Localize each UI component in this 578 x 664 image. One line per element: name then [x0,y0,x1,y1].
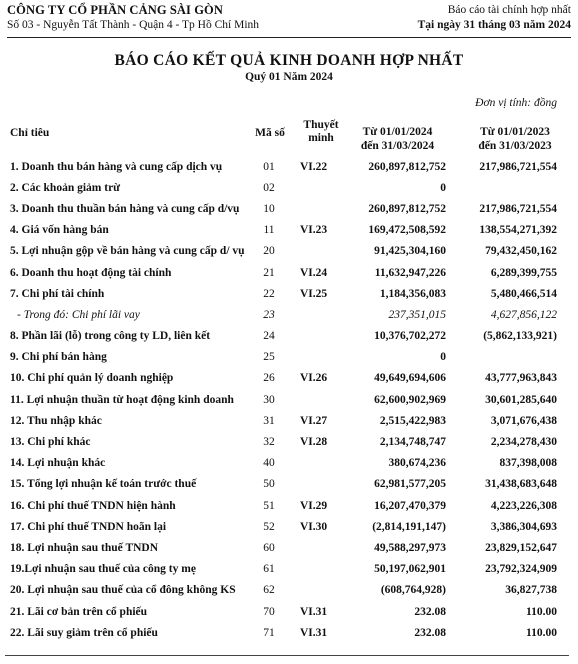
header-divider [7,37,571,38]
row-current-value: 10,376,702,272 [374,330,446,343]
income-statement-rows [5,156,569,643]
row-code: 23 [263,308,275,321]
row-note [288,389,348,410]
row-note: VI.31 [300,605,328,618]
row-item-name: 20. Lợi nhuận sau thuế của cổ đông không KS [10,584,236,597]
row-note: VI.27 [300,414,328,427]
bottom-divider [5,655,569,656]
row-prior-value: 5,480,466,514 [490,287,557,300]
row-code: 62 [263,584,275,597]
row-current-value: 62,981,577,205 [374,478,446,491]
row-note [288,537,348,558]
company-block [7,3,259,33]
row-item-name: 14. Lợi nhuận khác [10,457,106,470]
row-item-name: 13. Chi phí khác [10,436,91,449]
row-note: VI.25 [300,287,328,300]
table-row [5,453,569,474]
row-current-value: 16,207,470,379 [374,499,446,512]
table-row [5,537,569,558]
row-note [288,304,348,325]
header-code: Mã số [255,127,285,139]
row-prior-value: 110.00 [526,626,557,639]
row-item-name: 4. Giá vốn hàng bán [10,224,109,237]
row-prior-value: 6,289,399,755 [490,266,557,279]
row-code: 52 [263,520,275,533]
report-date: Tại ngày 31 tháng 03 năm 2024 [417,19,571,31]
report-title: BÁO CÁO KẾT QUẢ KINH DOANH HỢP NHẤT [114,52,464,69]
row-code: 60 [263,541,275,554]
report-info-block [418,3,571,33]
row-prior-value: 138,554,271,392 [479,224,557,237]
row-code: 40 [263,457,275,470]
row-prior-value: 4,627,856,122 [490,308,557,321]
row-code: 61 [263,563,275,576]
row-item-name: 8. Phần lãi (lỗ) trong công ty LD, liên kết [10,330,211,343]
table-row [5,559,569,580]
row-note: VI.29 [300,499,328,512]
table-row [5,516,569,537]
row-prior-value: 79,432,450,162 [485,245,557,258]
header-current-line1: Từ 01/01/2024 [362,126,433,138]
row-item-name: 11. Lợi nhuận thuần từ hoạt động kinh doanh [10,393,234,406]
row-current-value: (608,764,928) [380,584,446,597]
row-code: 30 [263,393,275,406]
row-prior-value: 23,792,324,909 [485,563,557,576]
row-prior-value: 2,234,278,430 [490,436,557,449]
row-item-name: 17. Chi phí thuế TNDN hoãn lại [10,520,167,533]
table-row [5,410,569,431]
row-item-name: 5. Lợi nhuận gộp về bán hàng và cung cấp d/ vụ [10,245,245,258]
row-note [288,453,348,474]
row-code: 22 [263,287,275,300]
row-note [288,559,348,580]
header-current-line2: đến 31/03/2024 [360,140,435,152]
table-row [5,347,569,368]
row-code: 51 [263,499,275,512]
row-prior-value: 3,071,676,438 [490,414,557,427]
row-prior-value: 36,827,738 [505,584,557,597]
row-current-value: 260,897,812,752 [368,160,446,173]
row-note: VI.28 [300,436,328,449]
row-current-value: 49,649,694,606 [374,372,446,385]
row-code: 24 [263,330,275,343]
row-code: 21 [263,266,275,279]
row-prior-value: 3,386,304,693 [490,520,557,533]
row-item-name: 10. Chi phí quản lý doanh nghiệp [10,372,174,385]
row-code: 32 [263,436,275,449]
row-code: 71 [263,626,275,639]
row-item-name: 9. Chi phí bán hàng [10,351,107,364]
row-item-name: 22. Lãi suy giảm trên cổ phiếu [10,626,158,639]
row-note [288,198,348,219]
income-statement-table [5,156,569,643]
row-prior-value: 217,986,721,554 [479,160,557,173]
row-current-value: 49,588,297,973 [374,541,446,554]
row-current-value: 50,197,062,901 [374,563,446,576]
row-code: 70 [263,605,275,618]
header-prior-line1: Từ 01/01/2023 [480,126,550,138]
table-row [5,156,569,177]
table-row [5,495,569,516]
header-note-line2: minh [308,132,334,144]
table-row [5,262,569,283]
table-header [0,119,578,157]
row-current-value: 62,600,902,969 [374,393,446,406]
document-header [7,3,571,35]
row-current-value: 232.08 [414,626,446,639]
report-type: Báo cáo tài chính hợp nhất [447,4,571,16]
row-prior-value: 837,398,008 [499,457,557,470]
row-item-name: 1. Doanh thu bán hàng và cung cấp dịch vụ [10,160,223,173]
table-row [5,580,569,601]
row-item-name: 15. Tổng lợi nhuận kế toán trước thuế [10,478,197,491]
row-prior-value: 31,438,683,648 [485,478,557,491]
row-note [288,474,348,495]
table-row [5,326,569,347]
row-item-name: 21. Lãi cơ bản trên cổ phiếu [10,605,148,618]
row-note: VI.22 [300,160,328,173]
row-item-name: 19.Lợi nhuận sau thuế của công ty mẹ [10,563,196,576]
table-row [5,601,569,622]
row-note: VI.31 [300,626,328,639]
row-note: VI.26 [300,372,328,385]
row-current-value: 2,134,748,747 [379,436,446,449]
row-current-value: 0 [440,351,446,364]
report-period: Quý 01 Năm 2024 [245,71,333,83]
row-code: 20 [263,245,275,258]
row-code: 26 [263,372,275,385]
table-row [5,177,569,198]
row-current-value: 260,897,812,752 [368,202,446,215]
row-item-name: 18. Lợi nhuận sau thuế TNDN [10,541,159,554]
table-row [5,431,569,452]
company-address: Số 03 - Nguyễn Tất Thành - Quận 4 - Tp Hồ Chí Minh [7,19,260,31]
row-code: 01 [263,160,275,173]
row-prior-value: (5,862,133,921) [483,330,557,343]
row-prior-value: 43,777,963,843 [485,372,557,385]
row-item-name: 16. Chi phí thuế TNDN hiện hành [10,499,176,512]
header-prior-period [455,125,575,153]
row-note: VI.23 [300,224,328,237]
table-row [5,304,569,325]
header-current-period [335,125,460,153]
row-prior-value [460,177,569,198]
row-current-value: (2,814,191,147) [372,520,446,533]
row-item-name: 2. Các khoản giảm trừ [10,181,121,194]
row-current-value: 1,184,356,083 [379,287,446,300]
row-prior-value: 30,601,285,640 [485,393,557,406]
table-row [5,389,569,410]
row-item-name: 7. Chi phí tài chính [10,287,105,300]
table-row [5,198,569,219]
row-item-name: - Trong đó: Chi phí lãi vay [17,308,140,321]
row-prior-value: 4,223,226,308 [490,499,557,512]
row-current-value: 11,632,947,226 [374,266,446,279]
row-current-value: 169,472,508,592 [368,224,446,237]
row-item-name: 6. Doanh thu hoạt động tài chính [10,266,172,279]
row-prior-value: 23,829,152,647 [485,541,557,554]
row-code: 11 [263,224,275,237]
currency-unit: Đơn vị tính: đồng [475,97,557,109]
table-row [5,622,569,643]
row-code: 31 [263,414,275,427]
row-current-value: 0 [440,181,446,194]
row-prior-value: 110.00 [526,605,557,618]
row-item-name: 3. Doanh thu thuần bán hàng và cung cấp d/vụ [10,202,240,215]
row-code: 10 [263,202,275,215]
row-code: 02 [263,181,275,194]
table-row [5,220,569,241]
row-note [288,177,348,198]
row-note [288,241,348,262]
row-note: VI.24 [300,266,328,279]
row-current-value: 380,674,236 [388,457,446,470]
row-code: 50 [263,478,275,491]
table-row [5,241,569,262]
row-note [288,326,348,347]
row-prior-value: 217,986,721,554 [479,202,557,215]
table-row [5,283,569,304]
row-current-value: 232.08 [414,605,446,618]
row-prior-value [460,347,569,368]
row-note [288,580,348,601]
table-row [5,368,569,389]
row-note [288,347,348,368]
company-name: CÔNG TY CỔ PHẦN CẢNG SÀI GÒN [7,3,224,17]
row-note: VI.30 [300,520,328,533]
table-row [5,474,569,495]
row-current-value: 91,425,304,160 [374,245,446,258]
row-current-value: 2,515,422,983 [379,414,446,427]
row-current-value: 237,351,015 [388,308,446,321]
row-item-name: 12. Thu nhập khác [10,414,102,427]
header-note-line1: Thuyết [303,119,339,131]
header-prior-line2: đến 31/03/2023 [478,140,552,152]
header-item: Chỉ tiêu [10,127,50,139]
row-code: 25 [263,351,275,364]
